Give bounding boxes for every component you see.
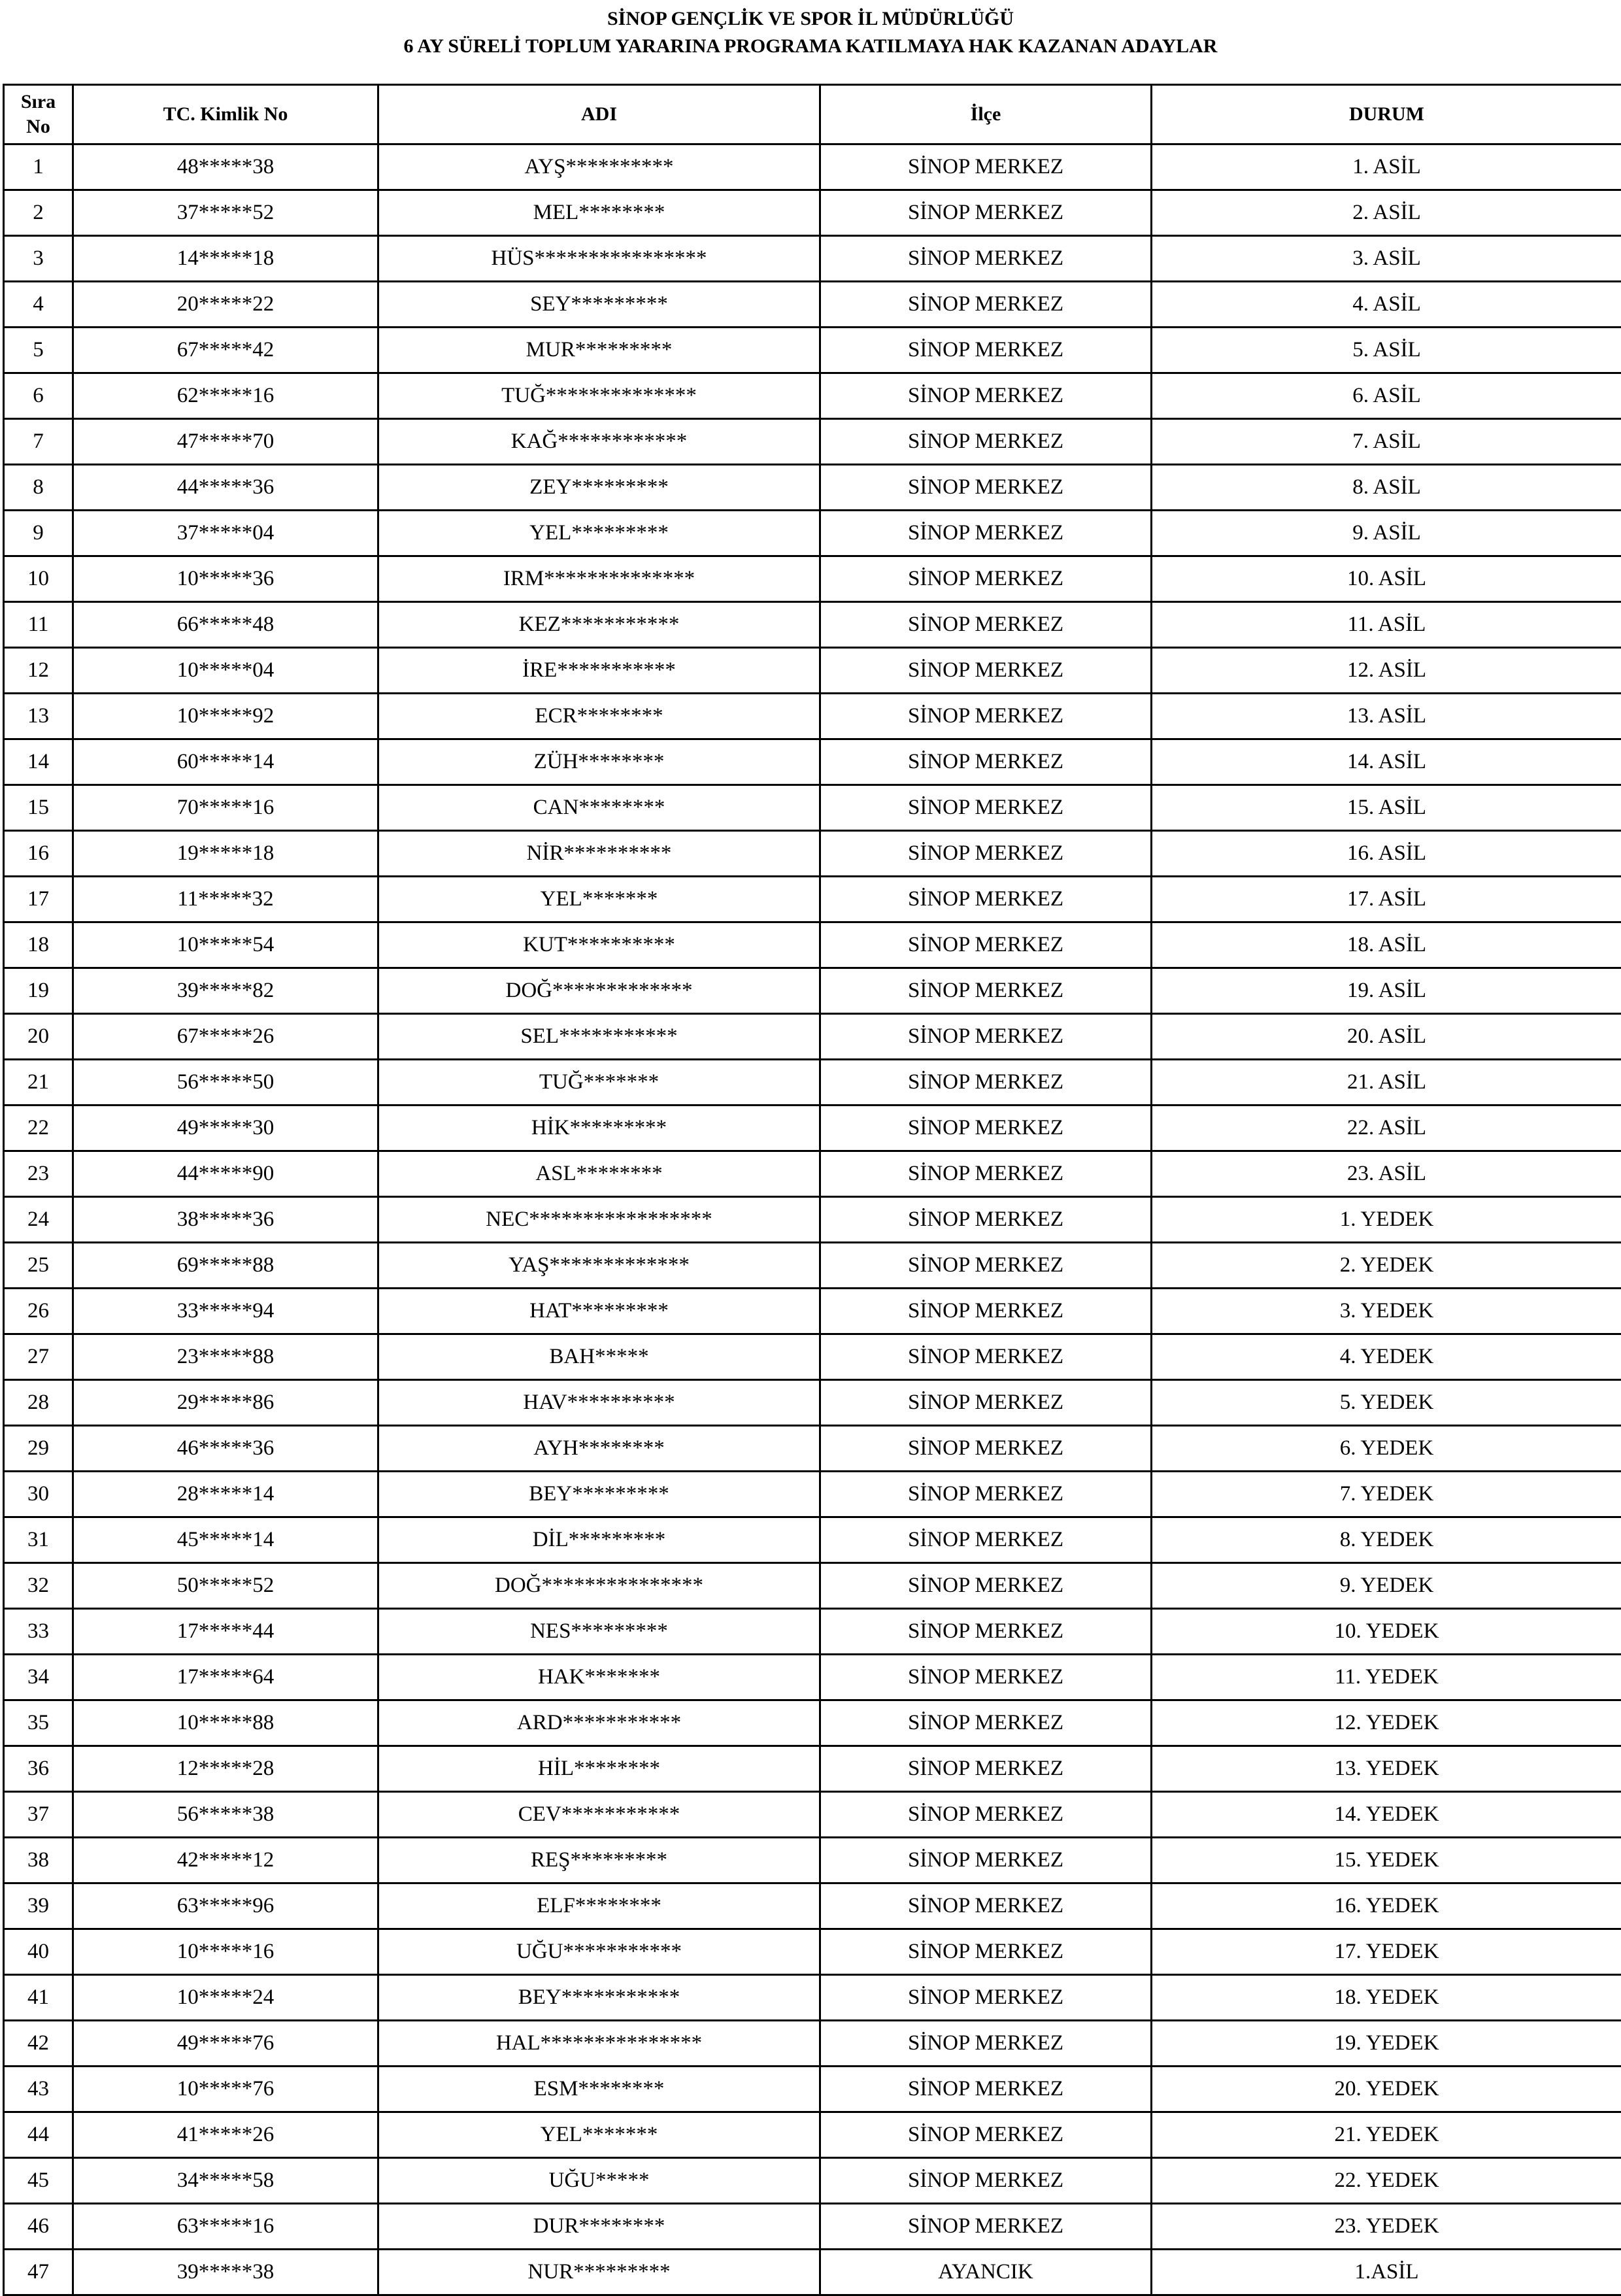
cell-adi: DUR********: [378, 2204, 820, 2250]
cell-ilce: SİNOP MERKEZ: [820, 2204, 1152, 2250]
cell-adi: DİL*********: [378, 1517, 820, 1563]
cell-ilce: SİNOP MERKEZ: [820, 1838, 1152, 1883]
cell-durum: 13. ASİL: [1152, 694, 1621, 739]
table-row: [4, 1106, 1621, 1151]
cell-adi: NUR*********: [378, 2250, 820, 2295]
cell-durum: 10. ASİL: [1152, 556, 1621, 602]
cell-tc-kimlik-no: 10*****76: [73, 2067, 378, 2112]
cell-adi: HAT*********: [378, 1289, 820, 1334]
cell-adi: ZEY*********: [378, 465, 820, 511]
cell-sira-no: 10: [4, 556, 73, 602]
cell-ilce: SİNOP MERKEZ: [820, 1014, 1152, 1060]
cell-adi: CAN********: [378, 785, 820, 831]
cell-adi: BEY***********: [378, 1975, 820, 2021]
header-sira-line1: Sıra: [5, 90, 72, 114]
table-row: [4, 739, 1621, 785]
cell-durum: 4. ASİL: [1152, 282, 1621, 328]
cell-ilce: SİNOP MERKEZ: [820, 282, 1152, 328]
cell-ilce: SİNOP MERKEZ: [820, 419, 1152, 465]
cell-durum: 18. ASİL: [1152, 922, 1621, 968]
cell-adi: AYŞ**********: [378, 144, 820, 190]
cell-durum: 10. YEDEK: [1152, 1609, 1621, 1655]
cell-ilce: SİNOP MERKEZ: [820, 1106, 1152, 1151]
cell-tc-kimlik-no: 50*****52: [73, 1563, 378, 1609]
cell-tc-kimlik-no: 38*****36: [73, 1197, 378, 1243]
cell-adi: BEY*********: [378, 1472, 820, 1517]
cell-tc-kimlik-no: 63*****96: [73, 1883, 378, 1929]
cell-ilce: SİNOP MERKEZ: [820, 922, 1152, 968]
cell-adi: MEL********: [378, 190, 820, 236]
cell-durum: 1. YEDEK: [1152, 1197, 1621, 1243]
cell-sira-no: 17: [4, 877, 73, 922]
table-row: [4, 190, 1621, 236]
cell-ilce: SİNOP MERKEZ: [820, 328, 1152, 373]
cell-ilce: SİNOP MERKEZ: [820, 1609, 1152, 1655]
cell-adi: SEL***********: [378, 1014, 820, 1060]
cell-ilce: SİNOP MERKEZ: [820, 1334, 1152, 1380]
table-row: [4, 1014, 1621, 1060]
cell-durum: 14. YEDEK: [1152, 1792, 1621, 1838]
title-line-2: 6 AY SÜRELİ TOPLUM YARARINA PROGRAMA KATILMAYA HAK KAZANAN ADAYLAR: [0, 33, 1621, 60]
cell-sira-no: 37: [4, 1792, 73, 1838]
cell-ilce: SİNOP MERKEZ: [820, 1289, 1152, 1334]
table-row: [4, 1792, 1621, 1838]
cell-ilce: SİNOP MERKEZ: [820, 694, 1152, 739]
cell-durum: 5. ASİL: [1152, 328, 1621, 373]
cell-ilce: SİNOP MERKEZ: [820, 2021, 1152, 2067]
cell-ilce: SİNOP MERKEZ: [820, 1746, 1152, 1792]
cell-durum: 12. ASİL: [1152, 648, 1621, 694]
table-row: [4, 2112, 1621, 2158]
cell-durum: 22. ASİL: [1152, 1106, 1621, 1151]
cell-ilce: SİNOP MERKEZ: [820, 1243, 1152, 1289]
cell-adi: YEL*********: [378, 511, 820, 556]
cell-adi: HİK*********: [378, 1106, 820, 1151]
header-adi: ADI: [378, 85, 820, 144]
cell-sira-no: 24: [4, 1197, 73, 1243]
cell-adi: REŞ*********: [378, 1838, 820, 1883]
table-row: [4, 1609, 1621, 1655]
cell-tc-kimlik-no: 39*****82: [73, 968, 378, 1014]
cell-durum: 14. ASİL: [1152, 739, 1621, 785]
cell-adi: KAĞ************: [378, 419, 820, 465]
cell-adi: YEL*******: [378, 2112, 820, 2158]
cell-sira-no: 18: [4, 922, 73, 968]
cell-ilce: SİNOP MERKEZ: [820, 373, 1152, 419]
cell-durum: 1. ASİL: [1152, 144, 1621, 190]
cell-durum: 15. ASİL: [1152, 785, 1621, 831]
cell-ilce: SİNOP MERKEZ: [820, 739, 1152, 785]
cell-adi: ASL********: [378, 1151, 820, 1197]
cell-sira-no: 22: [4, 1106, 73, 1151]
cell-sira-no: 39: [4, 1883, 73, 1929]
cell-durum: 20. ASİL: [1152, 1014, 1621, 1060]
cell-ilce: AYANCIK: [820, 2250, 1152, 2295]
cell-ilce: SİNOP MERKEZ: [820, 2158, 1152, 2204]
cell-tc-kimlik-no: 70*****16: [73, 785, 378, 831]
cell-sira-no: 47: [4, 2250, 73, 2295]
table-row: [4, 1243, 1621, 1289]
table-row: [4, 877, 1621, 922]
cell-tc-kimlik-no: 56*****38: [73, 1792, 378, 1838]
table-row: [4, 2204, 1621, 2250]
cell-durum: 17. YEDEK: [1152, 1929, 1621, 1975]
cell-ilce: SİNOP MERKEZ: [820, 1380, 1152, 1426]
cell-adi: DOĞ*************: [378, 968, 820, 1014]
table-row: [4, 1929, 1621, 1975]
table-row: [4, 1746, 1621, 1792]
cell-durum: 8. ASİL: [1152, 465, 1621, 511]
table-row: [4, 1334, 1621, 1380]
table-row: [4, 1151, 1621, 1197]
cell-tc-kimlik-no: 10*****92: [73, 694, 378, 739]
cell-durum: 11. YEDEK: [1152, 1655, 1621, 1700]
cell-sira-no: 12: [4, 648, 73, 694]
cell-sira-no: 34: [4, 1655, 73, 1700]
cell-ilce: SİNOP MERKEZ: [820, 2067, 1152, 2112]
header-sira-line2: No: [5, 114, 72, 139]
cell-sira-no: 28: [4, 1380, 73, 1426]
cell-tc-kimlik-no: 10*****36: [73, 556, 378, 602]
cell-ilce: SİNOP MERKEZ: [820, 648, 1152, 694]
cell-tc-kimlik-no: 63*****16: [73, 2204, 378, 2250]
cell-tc-kimlik-no: 34*****58: [73, 2158, 378, 2204]
cell-sira-no: 14: [4, 739, 73, 785]
table-row: [4, 1838, 1621, 1883]
cell-durum: 18. YEDEK: [1152, 1975, 1621, 2021]
cell-durum: 8. YEDEK: [1152, 1517, 1621, 1563]
cell-ilce: SİNOP MERKEZ: [820, 1700, 1152, 1746]
cell-tc-kimlik-no: 19*****18: [73, 831, 378, 877]
cell-sira-no: 40: [4, 1929, 73, 1975]
cell-sira-no: 20: [4, 1014, 73, 1060]
cell-sira-no: 11: [4, 602, 73, 648]
cell-adi: NİR**********: [378, 831, 820, 877]
table-row: [4, 1655, 1621, 1700]
cell-adi: SEY*********: [378, 282, 820, 328]
cell-sira-no: 46: [4, 2204, 73, 2250]
cell-adi: TUĞ**************: [378, 373, 820, 419]
cell-durum: 12. YEDEK: [1152, 1700, 1621, 1746]
cell-durum: 23. YEDEK: [1152, 2204, 1621, 2250]
cell-tc-kimlik-no: 56*****50: [73, 1060, 378, 1106]
table-row: [4, 1426, 1621, 1472]
cell-durum: 6. ASİL: [1152, 373, 1621, 419]
table-row: [4, 2067, 1621, 2112]
cell-ilce: SİNOP MERKEZ: [820, 1975, 1152, 2021]
table-row: [4, 648, 1621, 694]
document-title: [0, 5, 1621, 60]
cell-adi: NEC*****************: [378, 1197, 820, 1243]
cell-durum: 17. ASİL: [1152, 877, 1621, 922]
cell-tc-kimlik-no: 11*****32: [73, 877, 378, 922]
table-row: [4, 419, 1621, 465]
cell-durum: 6. YEDEK: [1152, 1426, 1621, 1472]
table-body: [4, 144, 1621, 2295]
cell-durum: 9. ASİL: [1152, 511, 1621, 556]
table-row: [4, 144, 1621, 190]
cell-sira-no: 43: [4, 2067, 73, 2112]
cell-durum: 4. YEDEK: [1152, 1334, 1621, 1380]
table-row: [4, 785, 1621, 831]
cell-adi: HAV**********: [378, 1380, 820, 1426]
cell-adi: BAH*****: [378, 1334, 820, 1380]
cell-ilce: SİNOP MERKEZ: [820, 1517, 1152, 1563]
cell-tc-kimlik-no: 20*****22: [73, 282, 378, 328]
cell-sira-no: 27: [4, 1334, 73, 1380]
cell-tc-kimlik-no: 10*****88: [73, 1700, 378, 1746]
cell-sira-no: 31: [4, 1517, 73, 1563]
cell-tc-kimlik-no: 10*****04: [73, 648, 378, 694]
cell-durum: 19. YEDEK: [1152, 2021, 1621, 2067]
cell-adi: AYH********: [378, 1426, 820, 1472]
cell-sira-no: 32: [4, 1563, 73, 1609]
table-row: [4, 328, 1621, 373]
cell-durum: 21. YEDEK: [1152, 2112, 1621, 2158]
cell-durum: 2. ASİL: [1152, 190, 1621, 236]
cell-ilce: SİNOP MERKEZ: [820, 831, 1152, 877]
table-row: [4, 1883, 1621, 1929]
cell-adi: UĞU***********: [378, 1929, 820, 1975]
table-row: [4, 373, 1621, 419]
cell-tc-kimlik-no: 44*****90: [73, 1151, 378, 1197]
table-row: [4, 282, 1621, 328]
table-row: [4, 831, 1621, 877]
table-row: [4, 1197, 1621, 1243]
cell-adi: ARD***********: [378, 1700, 820, 1746]
cell-adi: MUR*********: [378, 328, 820, 373]
cell-ilce: SİNOP MERKEZ: [820, 465, 1152, 511]
cell-ilce: SİNOP MERKEZ: [820, 877, 1152, 922]
cell-ilce: SİNOP MERKEZ: [820, 968, 1152, 1014]
cell-tc-kimlik-no: 46*****36: [73, 1426, 378, 1472]
cell-sira-no: 45: [4, 2158, 73, 2204]
cell-tc-kimlik-no: 29*****86: [73, 1380, 378, 1426]
cell-adi: HİL********: [378, 1746, 820, 1792]
table-row: [4, 1517, 1621, 1563]
cell-tc-kimlik-no: 49*****76: [73, 2021, 378, 2067]
table-header: [4, 85, 1621, 144]
cell-adi: DOĞ***************: [378, 1563, 820, 1609]
cell-sira-no: 2: [4, 190, 73, 236]
cell-ilce: SİNOP MERKEZ: [820, 1655, 1152, 1700]
header-tc-kimlik-no: TC. Kimlik No: [73, 85, 378, 144]
cell-adi: KUT**********: [378, 922, 820, 968]
table-row: [4, 1380, 1621, 1426]
table-row: [4, 1060, 1621, 1106]
cell-sira-no: 19: [4, 968, 73, 1014]
cell-tc-kimlik-no: 67*****26: [73, 1014, 378, 1060]
cell-tc-kimlik-no: 33*****94: [73, 1289, 378, 1334]
table-row: [4, 968, 1621, 1014]
cell-tc-kimlik-no: 23*****88: [73, 1334, 378, 1380]
cell-adi: YAŞ*************: [378, 1243, 820, 1289]
cell-ilce: SİNOP MERKEZ: [820, 1929, 1152, 1975]
cell-adi: ESM********: [378, 2067, 820, 2112]
cell-tc-kimlik-no: 60*****14: [73, 739, 378, 785]
cell-adi: ELF********: [378, 1883, 820, 1929]
cell-durum: 11. ASİL: [1152, 602, 1621, 648]
cell-adi: KEZ***********: [378, 602, 820, 648]
cell-durum: 21. ASİL: [1152, 1060, 1621, 1106]
cell-adi: IRM**************: [378, 556, 820, 602]
table-row: [4, 1289, 1621, 1334]
cell-ilce: SİNOP MERKEZ: [820, 1563, 1152, 1609]
cell-tc-kimlik-no: 12*****28: [73, 1746, 378, 1792]
cell-ilce: SİNOP MERKEZ: [820, 1883, 1152, 1929]
cell-adi: NES*********: [378, 1609, 820, 1655]
cell-durum: 22. YEDEK: [1152, 2158, 1621, 2204]
cell-sira-no: 16: [4, 831, 73, 877]
table-row: [4, 465, 1621, 511]
cell-tc-kimlik-no: 14*****18: [73, 236, 378, 282]
cell-sira-no: 8: [4, 465, 73, 511]
cell-tc-kimlik-no: 66*****48: [73, 602, 378, 648]
cell-ilce: SİNOP MERKEZ: [820, 190, 1152, 236]
cell-durum: 19. ASİL: [1152, 968, 1621, 1014]
table-row: [4, 1563, 1621, 1609]
cell-durum: 2. YEDEK: [1152, 1243, 1621, 1289]
cell-tc-kimlik-no: 28*****14: [73, 1472, 378, 1517]
table-row: [4, 1975, 1621, 2021]
cell-sira-no: 36: [4, 1746, 73, 1792]
table-row: [4, 1700, 1621, 1746]
cell-durum: 3. YEDEK: [1152, 1289, 1621, 1334]
cell-durum: 13. YEDEK: [1152, 1746, 1621, 1792]
cell-sira-no: 1: [4, 144, 73, 190]
cell-sira-no: 3: [4, 236, 73, 282]
cell-durum: 9. YEDEK: [1152, 1563, 1621, 1609]
cell-durum: 7. ASİL: [1152, 419, 1621, 465]
cell-tc-kimlik-no: 67*****42: [73, 328, 378, 373]
cell-ilce: SİNOP MERKEZ: [820, 511, 1152, 556]
table-row: [4, 556, 1621, 602]
cell-ilce: SİNOP MERKEZ: [820, 556, 1152, 602]
cell-ilce: SİNOP MERKEZ: [820, 1792, 1152, 1838]
cell-sira-no: 35: [4, 1700, 73, 1746]
cell-sira-no: 44: [4, 2112, 73, 2158]
cell-tc-kimlik-no: 10*****24: [73, 1975, 378, 2021]
cell-tc-kimlik-no: 49*****30: [73, 1106, 378, 1151]
cell-sira-no: 7: [4, 419, 73, 465]
table-row: [4, 1472, 1621, 1517]
cell-ilce: SİNOP MERKEZ: [820, 1197, 1152, 1243]
cell-tc-kimlik-no: 37*****04: [73, 511, 378, 556]
cell-tc-kimlik-no: 45*****14: [73, 1517, 378, 1563]
cell-durum: 3. ASİL: [1152, 236, 1621, 282]
cell-adi: TUĞ*******: [378, 1060, 820, 1106]
cell-durum: 16. YEDEK: [1152, 1883, 1621, 1929]
candidates-table: [3, 84, 1621, 2296]
cell-sira-no: 33: [4, 1609, 73, 1655]
cell-adi: CEV***********: [378, 1792, 820, 1838]
cell-tc-kimlik-no: 37*****52: [73, 190, 378, 236]
cell-sira-no: 5: [4, 328, 73, 373]
cell-adi: UĞU*****: [378, 2158, 820, 2204]
cell-sira-no: 13: [4, 694, 73, 739]
cell-durum: 16. ASİL: [1152, 831, 1621, 877]
cell-adi: YEL*******: [378, 877, 820, 922]
cell-durum: 23. ASİL: [1152, 1151, 1621, 1197]
table-row: [4, 2021, 1621, 2067]
table-row: [4, 694, 1621, 739]
cell-durum: 5. YEDEK: [1152, 1380, 1621, 1426]
cell-tc-kimlik-no: 62*****16: [73, 373, 378, 419]
cell-adi: ZÜH********: [378, 739, 820, 785]
cell-adi: HAK*******: [378, 1655, 820, 1700]
cell-ilce: SİNOP MERKEZ: [820, 1060, 1152, 1106]
table-row: [4, 602, 1621, 648]
cell-sira-no: 15: [4, 785, 73, 831]
cell-sira-no: 4: [4, 282, 73, 328]
cell-sira-no: 25: [4, 1243, 73, 1289]
header-ilce: İlçe: [820, 85, 1152, 144]
cell-tc-kimlik-no: 39*****38: [73, 2250, 378, 2295]
header-row: [4, 85, 1621, 144]
cell-ilce: SİNOP MERKEZ: [820, 236, 1152, 282]
cell-ilce: SİNOP MERKEZ: [820, 2112, 1152, 2158]
cell-tc-kimlik-no: 44*****36: [73, 465, 378, 511]
cell-ilce: SİNOP MERKEZ: [820, 144, 1152, 190]
cell-ilce: SİNOP MERKEZ: [820, 1472, 1152, 1517]
cell-durum: 20. YEDEK: [1152, 2067, 1621, 2112]
cell-sira-no: 6: [4, 373, 73, 419]
cell-durum: 7. YEDEK: [1152, 1472, 1621, 1517]
cell-tc-kimlik-no: 17*****44: [73, 1609, 378, 1655]
cell-ilce: SİNOP MERKEZ: [820, 1426, 1152, 1472]
cell-sira-no: 41: [4, 1975, 73, 2021]
cell-sira-no: 23: [4, 1151, 73, 1197]
cell-tc-kimlik-no: 10*****16: [73, 1929, 378, 1975]
cell-tc-kimlik-no: 48*****38: [73, 144, 378, 190]
cell-sira-no: 38: [4, 1838, 73, 1883]
cell-tc-kimlik-no: 41*****26: [73, 2112, 378, 2158]
table-row: [4, 236, 1621, 282]
cell-durum: 1.ASİL: [1152, 2250, 1621, 2295]
table-row: [4, 511, 1621, 556]
cell-sira-no: 26: [4, 1289, 73, 1334]
table-row: [4, 922, 1621, 968]
cell-ilce: SİNOP MERKEZ: [820, 785, 1152, 831]
title-line-1: SİNOP GENÇLİK VE SPOR İL MÜDÜRLÜĞÜ: [0, 5, 1621, 33]
table-row: [4, 2158, 1621, 2204]
cell-tc-kimlik-no: 69*****88: [73, 1243, 378, 1289]
cell-sira-no: 29: [4, 1426, 73, 1472]
cell-sira-no: 9: [4, 511, 73, 556]
cell-adi: HAL***************: [378, 2021, 820, 2067]
cell-tc-kimlik-no: 10*****54: [73, 922, 378, 968]
cell-sira-no: 42: [4, 2021, 73, 2067]
cell-ilce: SİNOP MERKEZ: [820, 1151, 1152, 1197]
cell-tc-kimlik-no: 47*****70: [73, 419, 378, 465]
table-row: [4, 2250, 1621, 2295]
cell-durum: 15. YEDEK: [1152, 1838, 1621, 1883]
cell-tc-kimlik-no: 42*****12: [73, 1838, 378, 1883]
cell-sira-no: 21: [4, 1060, 73, 1106]
cell-adi: HÜS****************: [378, 236, 820, 282]
header-sira-no: [4, 85, 73, 144]
cell-adi: İRE***********: [378, 648, 820, 694]
header-durum: DURUM: [1152, 85, 1621, 144]
cell-adi: ECR********: [378, 694, 820, 739]
cell-tc-kimlik-no: 17*****64: [73, 1655, 378, 1700]
cell-ilce: SİNOP MERKEZ: [820, 602, 1152, 648]
cell-sira-no: 30: [4, 1472, 73, 1517]
